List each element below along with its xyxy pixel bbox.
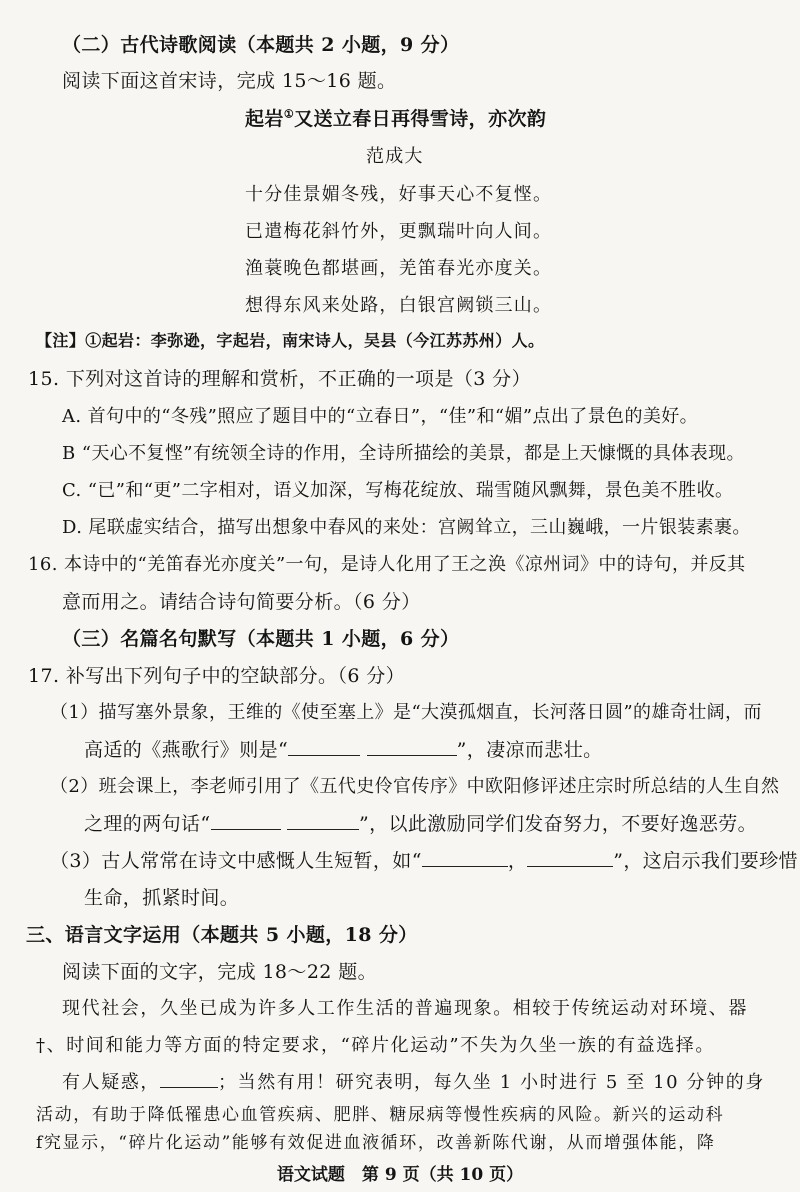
- page-footer: 语文试题 第 9 页（共 10 页）: [276, 1165, 524, 1185]
- section-header-dictation: （三）名篇名句默写（本题共 1 小题，6 分）: [62, 628, 460, 650]
- question-17-item1-line2: [84, 735, 603, 762]
- item3-text-c: ”，这启示我们要珍惜: [613, 850, 798, 872]
- poem-line: 十分佳景媚冬残，好事天心不复悭。: [245, 184, 553, 205]
- poem-title-part2: 又送立春日再得雪诗，亦次韵: [294, 108, 547, 130]
- answer-blank[interactable]: [527, 852, 613, 867]
- poem-line: 已遣梅花斜竹外，更飘瑞叶向人间。: [245, 221, 553, 242]
- question-17-stem: 17. 补写出下列句子中的空缺部分。（6 分）: [28, 665, 406, 687]
- part-3-instruction: 阅读下面的文字，完成 18～22 题。: [62, 961, 378, 983]
- section-header-poetry: （二）古代诗歌阅读（本题共 2 小题，9 分）: [62, 34, 460, 56]
- answer-blank[interactable]: [160, 1073, 218, 1088]
- part-3-header: 三、语言文字运用（本题共 5 小题，18 分）: [26, 924, 418, 946]
- poem-line: 渔蓑晚色都堪画，羌笛春光亦度关。: [245, 258, 553, 279]
- answer-blank[interactable]: [288, 741, 360, 756]
- question-15-option-c: C. “已”和“更”二字相对，语义加深，写梅花绽放、瑞雪随风飘舞，景色美不胜收。: [62, 480, 734, 501]
- question-17-item1-line1: （1）描写塞外景象，王维的《使至塞上》是“大漠孤烟直，长河落日圆”的雄奇壮阔，而: [50, 702, 762, 723]
- question-15-stem: 15. 下列对这首诗的理解和赏析，不正确的一项是（3 分）: [28, 368, 531, 390]
- passage-line: [62, 1068, 765, 1094]
- answer-blank[interactable]: [287, 815, 359, 830]
- answer-blank[interactable]: [211, 815, 281, 830]
- question-17-item3-line1: [50, 846, 798, 873]
- question-16-line2: 意而用之。请结合诗句简要分析。（6 分）: [62, 591, 421, 613]
- poem-footnote-marker: ①: [283, 107, 295, 121]
- passage-line: f究显示，“碎片化运动”能够有效促进血液循环，改善新陈代谢，从而增强体能，降: [36, 1133, 716, 1153]
- poem-author: 范成大: [366, 146, 424, 167]
- item3-text-b: ，: [507, 850, 528, 872]
- question-15-option-b: B “天心不复悭”有统领全诗的作用，全诗所描绘的美景，都是上天慷慨的具体表现。: [62, 443, 745, 464]
- question-17-item2-line2: [84, 809, 757, 836]
- question-16-line1: 16. 本诗中的“羌笛春光亦度关”一句，是诗人化用了王之涣《凉州词》中的诗句，并反其: [28, 554, 746, 575]
- passage-text-a: 有人疑惑，: [62, 1072, 160, 1093]
- passage-line: 现代社会，久坐已成为许多人工作生活的普遍现象。相较于传统运动对环境、器: [62, 998, 748, 1019]
- question-15-option-d: D. 尾联虚实结合，描写出想象中春风的来处：宫阙耸立，三山巍峨，一片银装素裹。: [62, 517, 751, 538]
- item2-text-a: 之理的两句话“: [84, 813, 211, 835]
- answer-blank[interactable]: [422, 852, 508, 867]
- answer-blank[interactable]: [367, 741, 457, 756]
- question-17-item3-line2: 生命，抓紧时间。: [84, 887, 240, 909]
- poem-instruction: 阅读下面这首宋诗，完成 15～16 题。: [62, 70, 397, 92]
- poem-note: 【注】①起岩：李弥逊，字起岩，南宋诗人，吴县（今江苏苏州）人。: [36, 331, 545, 350]
- item1-text-a: 高适的《燕歌行》则是“: [84, 739, 289, 761]
- passage-line: 活动，有助于降低罹患心血管疾病、肥胖、糖尿病等慢性疾病的风险。新兴的运动科: [36, 1105, 725, 1125]
- question-15-option-a: A. 首句中的“冬残”照应了题目中的“立春日”，“佳”和“媚”点出了景色的美好。: [62, 406, 699, 427]
- question-17-item2-line1: （2）班会课上，李老师引用了《五代史伶官传序》中欧阳修评述庄宗时所总结的人生自然: [50, 776, 780, 797]
- passage-text-b: ；当然有用！研究表明，每久坐 1 小时进行 5 至 10 分钟的身: [218, 1072, 765, 1093]
- passage-line: †、时间和能力等方面的特定要求，“碎片化运动”不失为久坐一族的有益选择。: [36, 1035, 716, 1056]
- poem-title: [245, 104, 546, 131]
- item3-text-a: （3）古人常常在诗文中感慨人生短暂，如“: [50, 850, 422, 872]
- poem-line: 想得东风来处路，白银宫阙锁三山。: [245, 295, 553, 316]
- poem-title-part1: 起岩: [245, 108, 284, 130]
- item2-text-b: ”，以此激励同学们发奋努力，不要好逸恶劳。: [358, 813, 758, 835]
- item1-text-b: ”，凄凉而悲壮。: [456, 739, 603, 761]
